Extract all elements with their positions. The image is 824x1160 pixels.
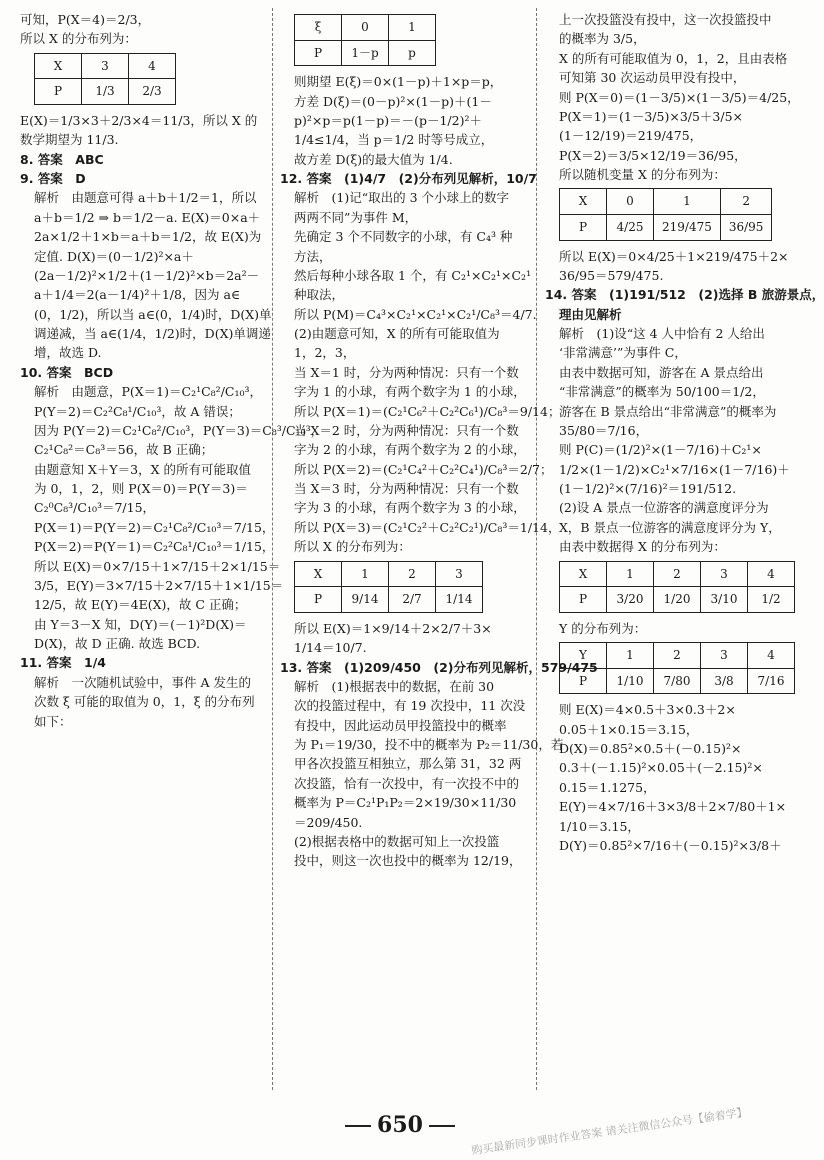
table-cell: 219/475 [654, 214, 721, 240]
text-line: E(X)＝1/3×3＋2/3×4＝11/3，所以 X 的 [20, 112, 258, 128]
text-line: 解析 (1)设“这 4 人中恰有 2 人给出 [559, 326, 765, 342]
table-cell: 4/25 [607, 214, 654, 240]
table-row [560, 189, 772, 215]
text-line: (2)由题意可知，X 的所有可能取值为 [294, 326, 500, 342]
table-cell: X [295, 561, 342, 587]
text-line: 解析 (1)记“取出的 3 个小球上的数字 [294, 190, 509, 206]
text-line: ＝209/450. [294, 814, 363, 830]
text-line: D(X)＝0.85²×0.5＋(－0.15)²× [559, 741, 742, 757]
table-cell: ξ [295, 15, 342, 41]
table-row [35, 53, 176, 79]
text-line: 先确定 3 个不同数字的小球，有 C₄³ 种 [294, 229, 513, 245]
table-cell: p [389, 40, 436, 66]
text-line: P(X＝2)＝3/5×12/19＝36/95， [559, 147, 747, 163]
text-line: (2a－1/2)²×1/2＋(1－1/2)²×b＝2a²－ [34, 267, 260, 283]
distribution-table [559, 188, 772, 240]
table-row [560, 561, 795, 587]
text-line: 0.05＋1×0.15＝3.15， [559, 721, 699, 737]
text-line: 为 P₁＝19/30，投不中的概率为 P₂＝11/30，若 [294, 737, 564, 752]
text-line: 解析 由题意，P(X＝1)＝C₂¹C₈²/C₁₀³， [34, 384, 262, 400]
text-line: 由表中数据得 X 的分布列为： [559, 539, 726, 555]
text-line: (1－12/19)＝219/475， [559, 128, 703, 144]
text-line: 当 X＝3 时，分为两种情况：只有一个数 [294, 481, 519, 497]
table-cell: 2 [389, 561, 436, 587]
table-cell: 2 [654, 643, 701, 669]
text-line: X，B 景点一位游客的满意度评分为 Y， [559, 519, 781, 535]
text-line: 字为 3 的小球，有两个数字为 3 的小球， [294, 500, 526, 516]
table-cell: 1 [342, 561, 389, 587]
text-line: 则期望 E(ξ)＝0×(1－p)＋1×p＝p， [294, 74, 503, 90]
text-line: “非常满意”的概率为 50/100＝1/2， [559, 384, 765, 400]
text-line: C₂¹C₈²＝C₈³＝56，故 B 正确； [34, 442, 214, 458]
table-cell: 2/7 [389, 587, 436, 613]
distribution-table [294, 561, 483, 613]
distribution-table [559, 561, 795, 613]
table-cell: 3 [701, 643, 748, 669]
table-row [295, 40, 436, 66]
table-cell: 1/20 [654, 587, 701, 613]
column-right [545, 10, 824, 855]
text-line: 的概率为 3/5， [559, 31, 646, 47]
table-cell: 4 [748, 643, 795, 669]
text-line: 调递减，当 a∈(1/4，1/2)时，D(X)单调递 [34, 326, 271, 342]
table-cell: 1/14 [436, 587, 483, 613]
text-line: 所以 X 的分布列为： [20, 31, 137, 47]
table-cell: P [560, 668, 607, 694]
text-line: (1－1/2)²×(7/16)²＝191/512. [559, 481, 737, 497]
text-line: 游客在 B 景点给出“非常满意”的概率为 [559, 403, 777, 419]
text-line: 当 X＝1 时，分为两种情况：只有一个数 [294, 364, 519, 380]
text-line: P(X＝1)＝(1－3/5)×3/5＋3/5× [559, 108, 744, 124]
answer-heading: 9. 答案 D [20, 171, 86, 187]
table-cell: Y [560, 643, 607, 669]
table-cell: 2 [654, 561, 701, 587]
text-line: E(Y)＝4×7/16＋3×3/8＋2×7/80＋1× [559, 799, 787, 815]
text-line: 为 0，1，2，则 P(X＝0)＝P(Y＝3)＝ [34, 481, 248, 497]
text-line: Y 的分布列为： [559, 620, 647, 636]
table-cell: 1/2 [748, 587, 795, 613]
table-cell: P [560, 214, 607, 240]
text-line: 解析 一次随机试验中，事件 A 发生的 [34, 674, 251, 690]
text-line: 则 E(X)＝4×0.5＋3×0.3＋2× [559, 702, 736, 718]
text-line: ‘非常满意’”为事件 C， [559, 345, 687, 361]
text-line: 解析 (1)根据表中的数据，在前 30 [294, 678, 495, 694]
answer-heading: 14. 答案 (1)191/512 (2)选择 B 旅游景点， [545, 287, 824, 303]
text-line: 所以随机变量 X 的分布列为： [559, 167, 726, 182]
table-cell: 1 [607, 561, 654, 587]
text-line: 35/80＝7/16， [559, 422, 649, 438]
table-cell: 4 [129, 53, 176, 79]
answer-heading: 10. 答案 BCD [20, 364, 114, 380]
table-cell: 1/3 [82, 79, 129, 105]
table-cell: 0 [607, 189, 654, 215]
page-number: 650 [330, 1112, 470, 1138]
table-cell: 1 [654, 189, 721, 215]
table-cell: 2 [720, 189, 772, 215]
table-row [560, 643, 795, 669]
text-line: 定值. D(X)＝(0－1/2)²×a＋ [34, 248, 194, 264]
text-line: 可知第 30 次运动员甲没有投中， [559, 70, 746, 86]
text-line: 1/10＝3.15， [559, 818, 640, 834]
text-line: 所以 X 的分布列为： [294, 539, 411, 555]
text-line: 1，2，3， [294, 345, 356, 361]
text-line: 1/4≤1/4，当 p＝1/2 时等号成立， [294, 132, 494, 148]
table-cell: 2/3 [129, 79, 176, 105]
text-line: D(X)，故 D 正确. 故选 BCD. [34, 636, 201, 652]
text-line: 甲各次投篮互相独立，那么第 31，32 两 [294, 756, 522, 772]
table-cell: 36/95 [720, 214, 772, 240]
text-line: 3/5，E(Y)＝3×7/15＋2×7/15＋1×1/15＝ [34, 577, 284, 593]
table-cell: P [35, 79, 82, 105]
table-cell: 7/16 [748, 668, 795, 694]
text-line: 1/14＝10/7. [294, 640, 367, 656]
text-line: 0.15＝1.1275， [559, 779, 656, 795]
text-line: (2)设 A 景点一位游客的满意度评分为 [559, 500, 769, 516]
table-cell: 1 [389, 15, 436, 41]
text-line: 次投篮，恰有一次投中，有一次投不中的 [294, 775, 520, 791]
text-line: 如下： [34, 713, 72, 729]
text-line: 由 Y＝3－X 知，D(Y)＝(－1)²D(X)＝ [34, 616, 247, 632]
table-cell: 4 [748, 561, 795, 587]
table-cell: 3 [82, 53, 129, 79]
answer-heading: 12. 答案 (1)4/7 (2)分布列见解析，10/7 [280, 171, 537, 187]
text-line: 所以 P(X＝1)＝(C₂¹C₆²＋C₂²C₆¹)/C₈³＝9/14； [294, 403, 561, 419]
text-line: 0.3＋(－1.15)²×0.05＋(－2.15)²× [559, 760, 763, 776]
text-line: 次数 ξ 可能的取值为 0，1，ξ 的分布列 [34, 694, 255, 710]
distribution-table [294, 14, 436, 66]
text-line: 所以 P(X＝3)＝(C₂¹C₂²＋C₂²C₂¹)/C₈³＝1/14， [294, 519, 561, 535]
text-line: 上一次投篮没有投中，这一次投篮投中 [559, 12, 772, 27]
table-cell: 3/8 [701, 668, 748, 694]
text-line: 1/2×(1－1/2)×C₂¹×7/16×(1－7/16)＋ [559, 461, 790, 477]
table-cell: X [560, 189, 607, 215]
distribution-table [559, 642, 795, 694]
text-line: 所以 P(M)＝C₄³×C₂¹×C₂¹×C₂¹/C₈³＝4/7. [294, 306, 537, 322]
text-line: 12/5，故 E(Y)＝4E(X)，故 C 正确； [34, 597, 247, 613]
answer-heading: 8. 答案 ABC [20, 151, 104, 167]
table-cell: 7/80 [654, 668, 701, 694]
distribution-table [34, 53, 176, 105]
text-line: 解析 由题意可得 a＋b＋1/2＝1，所以 [34, 190, 257, 206]
answer-heading: 13. 答案 (1)209/450 (2)分布列见解析，579/475 [280, 659, 598, 675]
text-line: 则 P(X＝0)＝(1－3/5)×(1－3/5)＝4/25， [559, 89, 800, 105]
table-cell: 1/10 [607, 668, 654, 694]
text-line: 当 X＝2 时，分为两种情况：只有一个数 [294, 422, 519, 438]
text-line: 故方差 D(ξ)的最大值为 1/4. [294, 151, 453, 167]
table-cell: 1－p [342, 40, 389, 66]
table-row [295, 587, 483, 613]
text-line: 由表中数据可知，游客在 A 景点给出 [559, 364, 764, 380]
text-line: 字为 1 的小球，有两个数字为 1 的小球， [294, 384, 526, 400]
text-line: 可知，P(X＝4)＝2/3， [20, 12, 151, 27]
text-line: P(Y＝2)＝C₂²C₈¹/C₁₀³，故 A 错误； [34, 403, 241, 419]
text-line: 次的投篮过程中，有 19 次投中，11 次没 [294, 698, 526, 714]
table-row [35, 79, 176, 105]
table-cell: 3/10 [701, 587, 748, 613]
table-cell: 1 [607, 643, 654, 669]
answer-heading: 11. 答案 1/4 [20, 655, 106, 671]
table-row [295, 15, 436, 41]
table-cell: X [560, 561, 607, 587]
text-line: C₂⁰C₈³/C₁₀³＝7/15， [34, 500, 156, 516]
text-line: 增，故选 D. [34, 345, 102, 361]
table-cell: P [295, 587, 342, 613]
table-cell: 9/14 [342, 587, 389, 613]
table-cell: P [560, 587, 607, 613]
text-line: D(Y)＝0.85²×7/16＋(－0.15)²×3/8＋ [559, 837, 782, 853]
text-line: 所以 P(X＝2)＝(C₂¹C₄²＋C₂²C₄¹)/C₈³＝2/7； [294, 461, 553, 477]
table-cell: 3 [436, 561, 483, 587]
text-line: 数学期望为 11/3. [20, 132, 119, 148]
text-line: a＋b＝1/2 ⇒ b＝1/2－a. E(X)＝0×a＋ [34, 209, 261, 225]
table-row [560, 214, 772, 240]
text-line: 投中，则这一次也投中的概率为 12/19， [294, 853, 522, 869]
text-line: 字为 2 的小球，有两个数字为 2 的小球， [294, 442, 526, 458]
table-cell: X [35, 53, 82, 79]
table-row [560, 668, 795, 694]
answer-heading: 理由见解析 [559, 306, 622, 322]
text-line: P(X＝1)＝P(Y＝2)＝C₂¹C₈²/C₁₀³＝7/15， [34, 519, 275, 535]
text-line: 种取法， [294, 287, 345, 303]
text-line: 36/95＝579/475. [559, 267, 664, 283]
table-cell: 3 [701, 561, 748, 587]
text-line: 方差 D(ξ)＝(0－p)²×(1－p)＋(1－ [294, 93, 492, 109]
text-line: 则 P(C)＝(1/2)²×(1－7/16)＋C₂¹× [559, 442, 762, 458]
text-line: X 的所有可能取值为 0，1，2，且由表格 [559, 50, 788, 66]
text-line: 由题意知 X＋Y＝3，X 的所有可能取值 [34, 461, 251, 477]
table-cell: P [295, 40, 342, 66]
table-cell: 3/20 [607, 587, 654, 613]
text-line: 概率为 P＝C₂¹P₁P₂＝2×19/30×11/30 [294, 795, 517, 811]
text-line: a＋1/4＝2(a－1/4)²＋1/8，因为 a∈ [34, 287, 241, 303]
text-line: 所以 E(X)＝1×9/14＋2×2/7＋3× [294, 620, 492, 636]
text-line: P(X＝2)＝P(Y＝1)＝C₂²C₈¹/C₁₀³＝1/15， [34, 539, 275, 555]
text-line: 2a×1/2＋1×b＝a＋b＝1/2，故 E(X)为 [34, 229, 262, 245]
text-line: 两两不同”为事件 M， [294, 209, 418, 225]
text-line: p)²×p＝p(1－p)＝－(p－1/2)²＋ [294, 112, 482, 128]
table-row [560, 587, 795, 613]
text-line: 所以 E(X)＝0×7/15＋1×7/15＋2×1/15＝ [34, 558, 281, 574]
text-line: 因为 P(Y＝2)＝C₂¹C₈²/C₁₀³，P(Y＝3)＝C₈³/C₁₀³， [34, 422, 324, 438]
table-row [295, 561, 483, 587]
text-line: (2)根据表格中的数据可知上一次投篮 [294, 833, 500, 849]
text-line: (0，1/2)，所以当 a∈(0，1/4)时，D(X)单 [34, 306, 272, 322]
watermark: 购买最新同步课时作业答案 请关注微信公众号【偷着学】 [470, 1105, 749, 1158]
text-line: 然后每种小球各取 1 个，有 C₂¹×C₂¹×C₂¹ [294, 267, 532, 283]
text-line: 所以 E(X)＝0×4/25＋1×219/475＋2× [559, 248, 789, 264]
table-cell: 0 [342, 15, 389, 41]
text-line: 方法， [294, 248, 332, 264]
text-line: 有投中，因此运动员甲投篮投中的概率 [294, 717, 507, 733]
